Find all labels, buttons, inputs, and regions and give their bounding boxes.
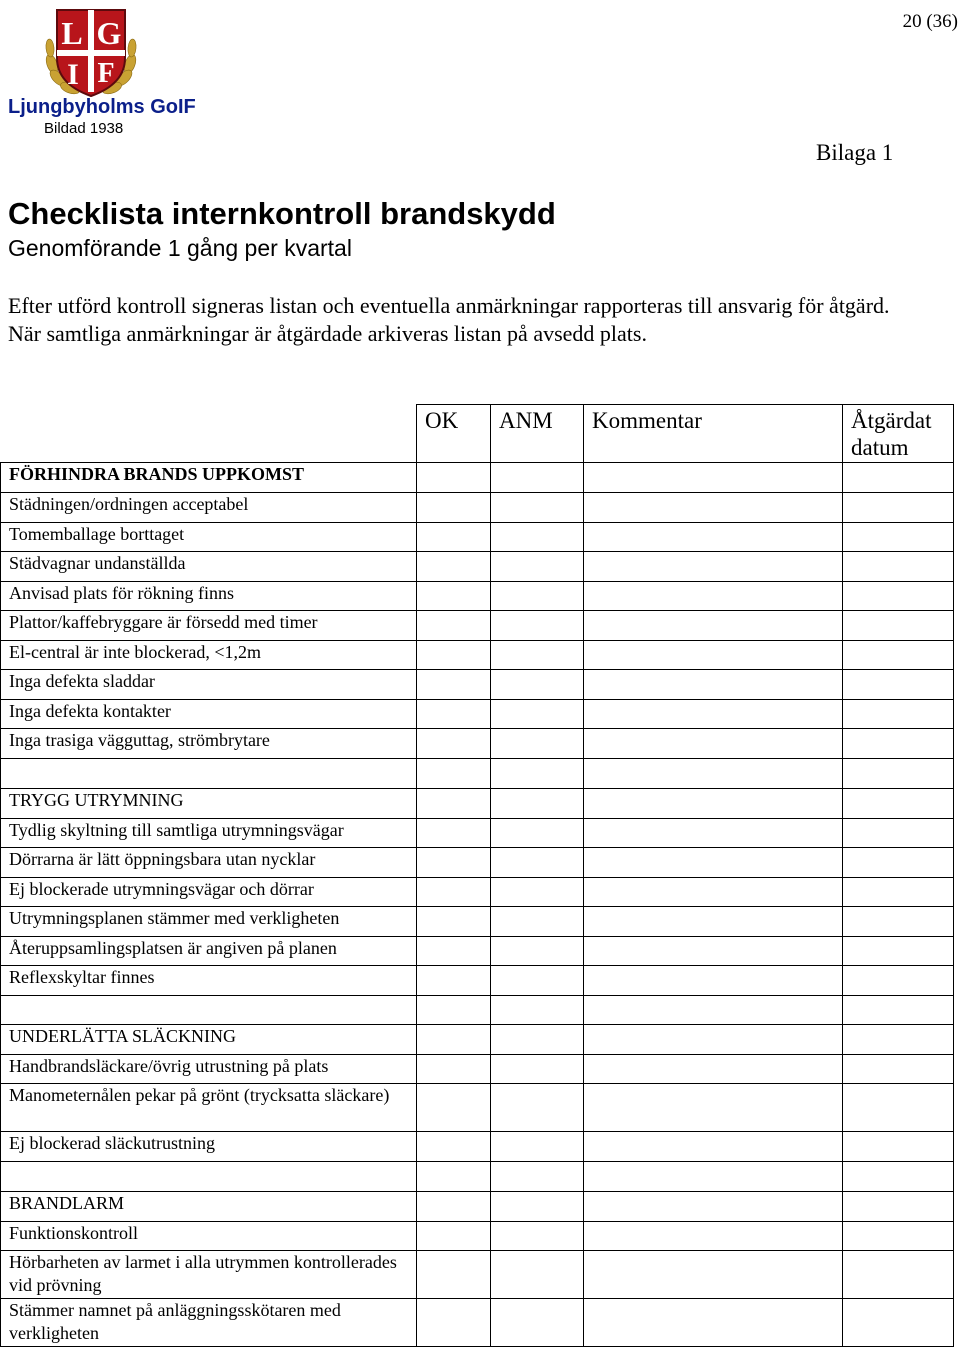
kommentar-cell[interactable]: [584, 789, 843, 819]
check-item-label: Återuppsamlingsplatsen är angiven på planen: [1, 937, 417, 966]
check-item-label: Dörrarna är lätt öppningsbara utan nycklar: [1, 848, 417, 878]
datum-cell[interactable]: [843, 493, 954, 523]
spacer-row: [1, 1162, 954, 1192]
anm-cell[interactable]: [491, 700, 584, 729]
ok-cell[interactable]: [417, 819, 491, 848]
kommentar-cell[interactable]: [584, 966, 843, 996]
spacer-cell: [584, 759, 843, 789]
col-datum-header: Åtgärdat datum: [843, 405, 954, 463]
check-item-label: Städvagnar undanställda: [1, 552, 417, 582]
anm-cell[interactable]: [491, 789, 584, 819]
anm-cell[interactable]: [491, 848, 584, 878]
spacer-cell: [491, 1162, 584, 1192]
kommentar-cell[interactable]: [584, 1132, 843, 1162]
ok-cell[interactable]: [417, 493, 491, 523]
anm-cell[interactable]: [491, 1222, 584, 1251]
anm-cell[interactable]: [491, 463, 584, 493]
kommentar-cell[interactable]: [584, 463, 843, 493]
ok-cell[interactable]: [417, 463, 491, 493]
ok-cell[interactable]: [417, 611, 491, 641]
check-item-label: Inga trasiga vägguttag, strömbrytare: [1, 729, 417, 759]
table-row: [1, 582, 954, 611]
check-item-label: Ej blockerad släckutrustning: [1, 1132, 417, 1162]
anm-cell[interactable]: [491, 1251, 584, 1299]
kommentar-cell[interactable]: [584, 523, 843, 552]
anm-cell[interactable]: [491, 966, 584, 996]
spacer-cell: [1, 759, 417, 789]
table-row: [1, 729, 954, 759]
ok-cell[interactable]: [417, 641, 491, 670]
ok-cell[interactable]: [417, 582, 491, 611]
table-row: [1, 1055, 954, 1084]
svg-text:F: F: [97, 58, 115, 89]
check-item-label: Städningen/ordningen acceptabel: [1, 493, 417, 523]
anm-cell[interactable]: [491, 819, 584, 848]
header-blank: [1, 405, 417, 463]
spacer-row: [1, 996, 954, 1025]
section-row: [1, 1025, 954, 1055]
check-item-label: Funktionskontroll: [1, 1222, 417, 1251]
table-row: [1, 670, 954, 700]
kommentar-cell[interactable]: [584, 670, 843, 700]
svg-text:G: G: [96, 15, 122, 51]
table-row: [1, 1084, 954, 1132]
datum-cell[interactable]: [843, 966, 954, 996]
ok-cell[interactable]: [417, 670, 491, 700]
datum-cell[interactable]: [843, 1299, 954, 1347]
section-row: [1, 1192, 954, 1222]
datum-cell[interactable]: [843, 789, 954, 819]
table-row: [1, 611, 954, 641]
checklist-table: [0, 404, 954, 1347]
ok-cell[interactable]: [417, 700, 491, 729]
datum-cell[interactable]: [843, 878, 954, 907]
datum-cell[interactable]: [843, 1192, 954, 1222]
ok-cell[interactable]: [417, 1055, 491, 1084]
kommentar-cell[interactable]: [584, 1222, 843, 1251]
ok-cell[interactable]: [417, 1192, 491, 1222]
table-row: [1, 819, 954, 848]
section-title: TRYGG UTRYMNING: [1, 789, 417, 819]
ok-cell[interactable]: [417, 966, 491, 996]
club-name: Ljungbyholms GoIF: [8, 96, 196, 118]
ok-cell[interactable]: [417, 789, 491, 819]
table-row: [1, 1251, 954, 1299]
anm-cell[interactable]: [491, 641, 584, 670]
table-row: [1, 878, 954, 907]
ok-cell[interactable]: [417, 907, 491, 937]
document-subtitle: Genomförande 1 gång per kvartal: [8, 235, 352, 261]
ok-cell[interactable]: [417, 1025, 491, 1055]
datum-cell[interactable]: [843, 552, 954, 582]
col-anm-header: ANM: [491, 405, 584, 463]
anm-cell[interactable]: [491, 670, 584, 700]
spacer-cell: [491, 996, 584, 1025]
anm-cell[interactable]: [491, 729, 584, 759]
table-row: [1, 848, 954, 878]
kommentar-cell[interactable]: [584, 1299, 843, 1347]
kommentar-cell[interactable]: [584, 552, 843, 582]
page-number: 20 (36): [902, 11, 958, 32]
shield-icon: [57, 10, 125, 96]
section-row: [1, 463, 954, 493]
spacer-cell: [584, 1162, 843, 1192]
kommentar-cell[interactable]: [584, 1084, 843, 1132]
kommentar-cell[interactable]: [584, 729, 843, 759]
col-kommentar-header: Kommentar: [584, 405, 843, 463]
col-ok-header: OK: [417, 405, 491, 463]
kommentar-cell[interactable]: [584, 907, 843, 937]
section-row: [1, 789, 954, 819]
datum-cell[interactable]: [843, 907, 954, 937]
datum-cell[interactable]: [843, 1251, 954, 1299]
table-header-row: [1, 405, 954, 463]
check-item-label: Manometernålen pekar på grönt (trycksatta släckare): [1, 1084, 417, 1132]
spacer-cell: [843, 1162, 954, 1192]
ok-cell[interactable]: [417, 523, 491, 552]
intro-paragraph: Efter utförd kontroll signeras listan och eventuella anmärkningar rapporteras till ansvarig för åtgärd.: [8, 293, 890, 318]
spacer-cell: [491, 759, 584, 789]
datum-cell[interactable]: [843, 700, 954, 729]
ok-cell[interactable]: [417, 937, 491, 966]
datum-cell[interactable]: [843, 819, 954, 848]
section-title: UNDERLÄTTA SLÄCKNING: [1, 1025, 417, 1055]
spacer-cell: [1, 1162, 417, 1192]
ok-cell[interactable]: [417, 1084, 491, 1132]
section-title: BRANDLARM: [1, 1192, 417, 1222]
check-item-label: Inga defekta sladdar: [1, 670, 417, 700]
table-row: [1, 700, 954, 729]
anm-cell[interactable]: [491, 582, 584, 611]
datum-cell[interactable]: [843, 1222, 954, 1251]
check-item-label: Ej blockerade utrymningsvägar och dörrar: [1, 878, 417, 907]
datum-cell[interactable]: [843, 1084, 954, 1132]
kommentar-cell[interactable]: [584, 848, 843, 878]
table-row: [1, 1132, 954, 1162]
spacer-cell: [417, 1162, 491, 1192]
appendix-label: Bilaga 1: [816, 140, 894, 165]
anm-cell[interactable]: [491, 878, 584, 907]
check-item-label: Reflexskyltar finnes: [1, 966, 417, 996]
datum-cell[interactable]: [843, 582, 954, 611]
spacer-cell: [417, 759, 491, 789]
kommentar-cell[interactable]: [584, 1055, 843, 1084]
kommentar-cell[interactable]: [584, 611, 843, 641]
check-item-label: Tomemballage borttaget: [1, 523, 417, 552]
table-row: [1, 552, 954, 582]
datum-cell[interactable]: [843, 1025, 954, 1055]
datum-cell[interactable]: [843, 848, 954, 878]
check-item-label: El-central är inte blockerad, <1,2m: [1, 641, 417, 670]
ok-cell[interactable]: [417, 878, 491, 907]
table-row: [1, 907, 954, 937]
spacer-cell: [584, 996, 843, 1025]
anm-cell[interactable]: [491, 1132, 584, 1162]
spacer-cell: [843, 759, 954, 789]
kommentar-cell[interactable]: [584, 493, 843, 523]
ok-cell[interactable]: [417, 552, 491, 582]
check-item-label: Utrymningsplanen stämmer med verkligheten: [1, 907, 417, 937]
datum-cell[interactable]: [843, 641, 954, 670]
kommentar-cell[interactable]: [584, 1025, 843, 1055]
anm-cell[interactable]: [491, 1084, 584, 1132]
anm-cell[interactable]: [491, 1025, 584, 1055]
check-item-label: Inga defekta kontakter: [1, 700, 417, 729]
club-founded: Bildad 1938: [44, 120, 124, 137]
anm-cell[interactable]: [491, 937, 584, 966]
intro-text: [8, 292, 953, 347]
anm-cell[interactable]: [491, 907, 584, 937]
ok-cell[interactable]: [417, 1251, 491, 1299]
kommentar-cell[interactable]: [584, 700, 843, 729]
check-item-label: Plattor/kaffebryggare är försedd med timer: [1, 611, 417, 641]
section-title: FÖRHINDRA BRANDS UPPKOMST: [1, 463, 417, 493]
kommentar-cell[interactable]: [584, 582, 843, 611]
check-item-label: Tydlig skyltning till samtliga utrymningsvägar: [1, 819, 417, 848]
anm-cell[interactable]: [491, 611, 584, 641]
spacer-cell: [417, 996, 491, 1025]
check-item-label: Anvisad plats för rökning finns: [1, 582, 417, 611]
kommentar-cell[interactable]: [584, 819, 843, 848]
anm-cell[interactable]: [491, 1192, 584, 1222]
datum-cell[interactable]: [843, 937, 954, 966]
datum-cell[interactable]: [843, 670, 954, 700]
ok-cell[interactable]: [417, 729, 491, 759]
datum-cell[interactable]: [843, 1132, 954, 1162]
kommentar-cell[interactable]: [584, 1251, 843, 1299]
table-row: [1, 641, 954, 670]
table-row: [1, 937, 954, 966]
spacer-cell: [1, 996, 417, 1025]
kommentar-cell[interactable]: [584, 937, 843, 966]
svg-text:I: I: [67, 58, 79, 91]
anm-cell[interactable]: [491, 493, 584, 523]
ok-cell[interactable]: [417, 1222, 491, 1251]
svg-text:L: L: [61, 15, 83, 51]
spacer-row: [1, 759, 954, 789]
document-title: Checklista internkontroll brandskydd: [8, 196, 556, 231]
table-row: [1, 1222, 954, 1251]
ok-cell[interactable]: [417, 848, 491, 878]
ok-cell[interactable]: [417, 1299, 491, 1347]
ok-cell[interactable]: [417, 1132, 491, 1162]
anm-cell[interactable]: [491, 523, 584, 552]
club-logo: [42, 6, 140, 98]
datum-cell[interactable]: [843, 1055, 954, 1084]
table-row: [1, 966, 954, 996]
datum-cell[interactable]: [843, 523, 954, 552]
check-item-label: Hörbarheten av larmet i alla utrymmen kontrollerades vid prövning: [1, 1251, 417, 1299]
check-item-label: Handbrandsläckare/övrig utrustning på plats: [1, 1055, 417, 1084]
datum-cell[interactable]: [843, 463, 954, 493]
kommentar-cell[interactable]: [584, 878, 843, 907]
anm-cell[interactable]: [491, 1299, 584, 1347]
table-row: [1, 493, 954, 523]
kommentar-cell[interactable]: [584, 641, 843, 670]
kommentar-cell[interactable]: [584, 1192, 843, 1222]
datum-cell[interactable]: [843, 611, 954, 641]
table-row: [1, 523, 954, 552]
check-item-label: Stämmer namnet på anläggningsskötaren med verkligheten: [1, 1299, 417, 1347]
spacer-cell: [843, 996, 954, 1025]
anm-cell[interactable]: [491, 552, 584, 582]
intro-paragraph: När samtliga anmärkningar är åtgärdade arkiveras listan på avsedd plats.: [8, 321, 647, 346]
anm-cell[interactable]: [491, 1055, 584, 1084]
datum-cell[interactable]: [843, 729, 954, 759]
table-row: [1, 1299, 954, 1347]
